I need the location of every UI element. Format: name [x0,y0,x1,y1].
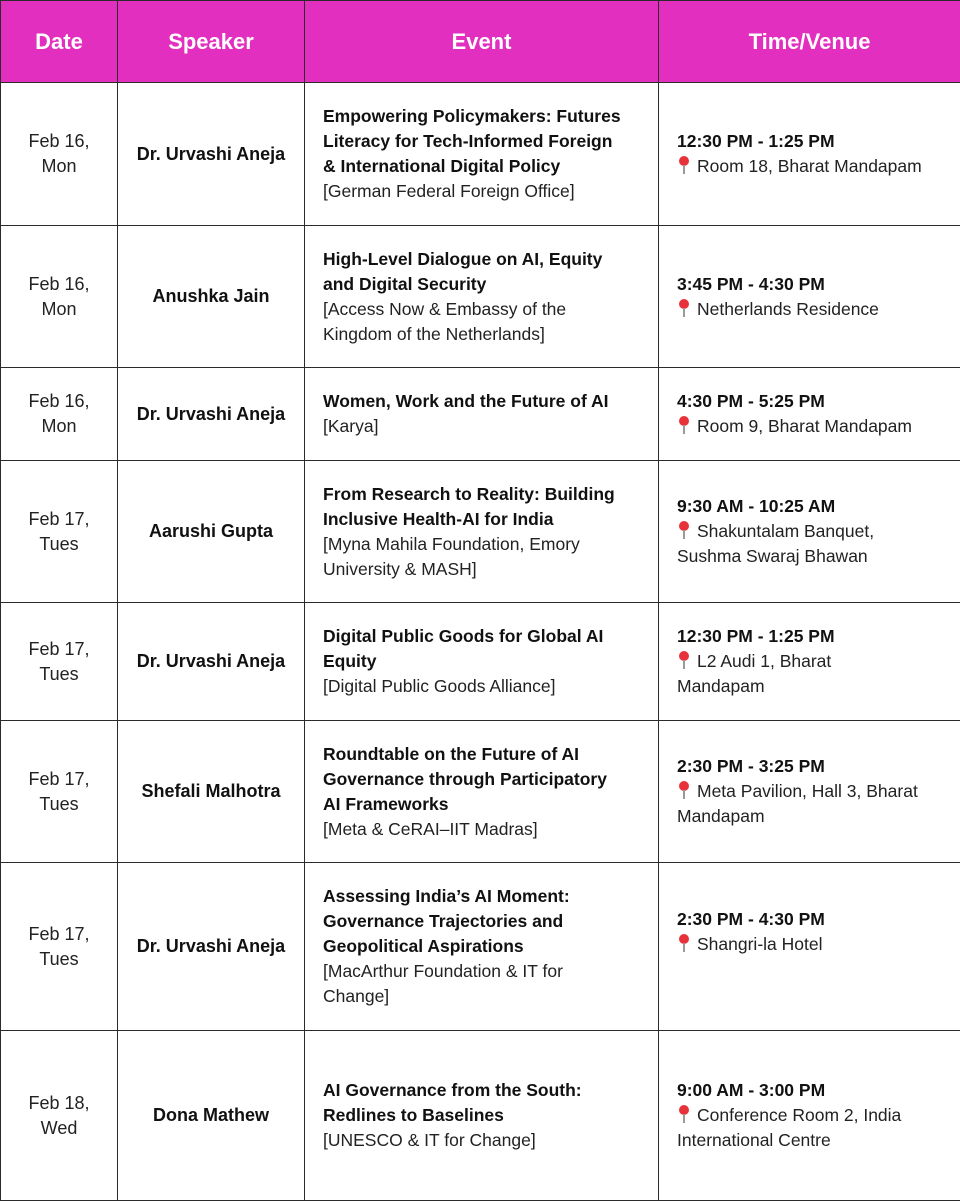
speaker-name: Aarushi Gupta [118,461,305,603]
speaker-name: Dr. Urvashi Aneja [118,368,305,461]
time-range: 9:00 AM - 3:00 PM [677,1078,942,1103]
venue [677,414,942,439]
speaker-name: Dr. Urvashi Aneja [118,603,305,721]
location-pin-icon [677,416,691,434]
table-row [1,863,960,1031]
event-title-line: High-Level Dialogue on AI, Equity [323,247,640,272]
venue [677,1103,942,1128]
event-title-line: AI Frameworks [323,792,640,817]
venue [677,154,942,179]
event-organizer-line: [Digital Public Goods Alliance] [323,674,640,699]
location-pin-icon [677,156,691,174]
speaker-name: Dr. Urvashi Aneja [118,863,305,1031]
location-pin-icon [677,299,691,317]
event-title-line: Inclusive Health-AI for India [323,507,640,532]
event-cell [305,368,659,461]
date-weekday: Tues [39,664,78,684]
event-organizer-line: [Access Now & Embassy of the [323,297,640,322]
time-venue-cell [659,368,960,461]
date-weekday: Wed [41,1118,78,1138]
event-organizer-line: Change] [323,984,640,1009]
header-date: Date [1,1,118,83]
date-cell [1,721,118,863]
speaker-name: Dr. Urvashi Aneja [118,83,305,226]
time-range: 9:30 AM - 10:25 AM [677,494,942,519]
venue-line: Room 9, Bharat Mandapam [697,416,912,436]
date-cell [1,863,118,1031]
table-row [1,721,960,863]
event-title-line: Geopolitical Aspirations [323,934,640,959]
date-cell [1,226,118,368]
event-title-line: Assessing India’s AI Moment: [323,884,640,909]
venue-line: Shakuntalam Banquet, [697,521,874,541]
speaker-name: Dona Mathew [118,1031,305,1201]
event-title-line: Literacy for Tech-Informed Foreign [323,129,640,154]
event-organizer-line: [MacArthur Foundation & IT for [323,959,640,984]
event-cell [305,603,659,721]
event-title-line: Women, Work and the Future of AI [323,389,640,414]
time-venue-cell [659,863,960,1031]
event-title-line: Governance Trajectories and [323,909,640,934]
event-organizer-line: Kingdom of the Netherlands] [323,322,640,347]
event-title-line: Governance through Participatory [323,767,640,792]
time-venue-cell [659,461,960,603]
venue-line: L2 Audi 1, Bharat [697,651,831,671]
venue [677,932,942,957]
date-day: Feb 17, [28,509,89,529]
venue-line: Meta Pavilion, Hall 3, Bharat [697,781,918,801]
event-cell [305,226,659,368]
date-weekday: Mon [41,416,76,436]
event-title-line: Equity [323,649,640,674]
venue-line: Mandapam [677,674,942,699]
venue [677,649,942,674]
location-pin-icon [677,934,691,952]
header-speaker: Speaker [118,1,305,83]
event-title-line: Redlines to Baselines [323,1103,640,1128]
event-cell [305,863,659,1031]
event-cell [305,461,659,603]
event-title-line: Roundtable on the Future of AI [323,742,640,767]
event-title-line: Digital Public Goods for Global AI [323,624,640,649]
event-organizer-line: [German Federal Foreign Office] [323,179,640,204]
speaker-name: Shefali Malhotra [118,721,305,863]
date-day: Feb 17, [28,924,89,944]
venue-line: Room 18, Bharat Mandapam [697,156,922,176]
event-title-line: Empowering Policymakers: Futures [323,104,640,129]
venue-line: Conference Room 2, India [697,1105,901,1125]
header-time-venue: Time/Venue [659,1,960,83]
event-title-line: From Research to Reality: Building [323,482,640,507]
event-organizer-line: [Meta & CeRAI–IIT Madras] [323,817,640,842]
time-range: 12:30 PM - 1:25 PM [677,624,942,649]
event-cell [305,1031,659,1201]
table-row [1,1031,960,1201]
date-weekday: Tues [39,794,78,814]
event-title-line: AI Governance from the South: [323,1078,640,1103]
event-organizer-line: [Myna Mahila Foundation, Emory [323,532,640,557]
date-weekday: Tues [39,534,78,554]
date-day: Feb 17, [28,639,89,659]
date-cell [1,368,118,461]
venue-line: International Centre [677,1128,942,1153]
date-weekday: Mon [41,156,76,176]
date-cell [1,603,118,721]
time-range: 4:30 PM - 5:25 PM [677,389,942,414]
header-row [1,1,960,83]
event-organizer-line: [UNESCO & IT for Change] [323,1128,640,1153]
date-day: Feb 16, [28,391,89,411]
table-row [1,368,960,461]
time-venue-cell [659,1031,960,1201]
table-row [1,83,960,226]
header-event: Event [305,1,659,83]
date-cell [1,83,118,226]
date-day: Feb 18, [28,1093,89,1113]
location-pin-icon [677,781,691,799]
event-cell [305,721,659,863]
time-range: 12:30 PM - 1:25 PM [677,129,942,154]
location-pin-icon [677,651,691,669]
event-organizer-line: University & MASH] [323,557,640,582]
date-day: Feb 16, [28,274,89,294]
date-day: Feb 16, [28,131,89,151]
venue [677,297,942,322]
venue-line: Mandapam [677,804,942,829]
date-cell [1,461,118,603]
table-row [1,461,960,603]
table-row [1,603,960,721]
time-range: 2:30 PM - 4:30 PM [677,907,942,932]
venue [677,519,942,544]
speaker-name: Anushka Jain [118,226,305,368]
venue-line: Netherlands Residence [697,299,879,319]
time-range: 2:30 PM - 3:25 PM [677,754,942,779]
location-pin-icon [677,521,691,539]
event-title-line: and Digital Security [323,272,640,297]
event-title-line: & International Digital Policy [323,154,640,179]
venue-line: Sushma Swaraj Bhawan [677,544,942,569]
date-weekday: Tues [39,949,78,969]
time-venue-cell [659,226,960,368]
date-weekday: Mon [41,299,76,319]
table-row [1,226,960,368]
date-cell [1,1031,118,1201]
date-day: Feb 17, [28,769,89,789]
time-venue-cell [659,83,960,226]
venue [677,779,942,804]
time-venue-cell [659,721,960,863]
venue-line: Shangri-la Hotel [697,934,822,954]
event-cell [305,83,659,226]
time-range: 3:45 PM - 4:30 PM [677,272,942,297]
time-venue-cell [659,603,960,721]
location-pin-icon [677,1105,691,1123]
event-organizer-line: [Karya] [323,414,640,439]
